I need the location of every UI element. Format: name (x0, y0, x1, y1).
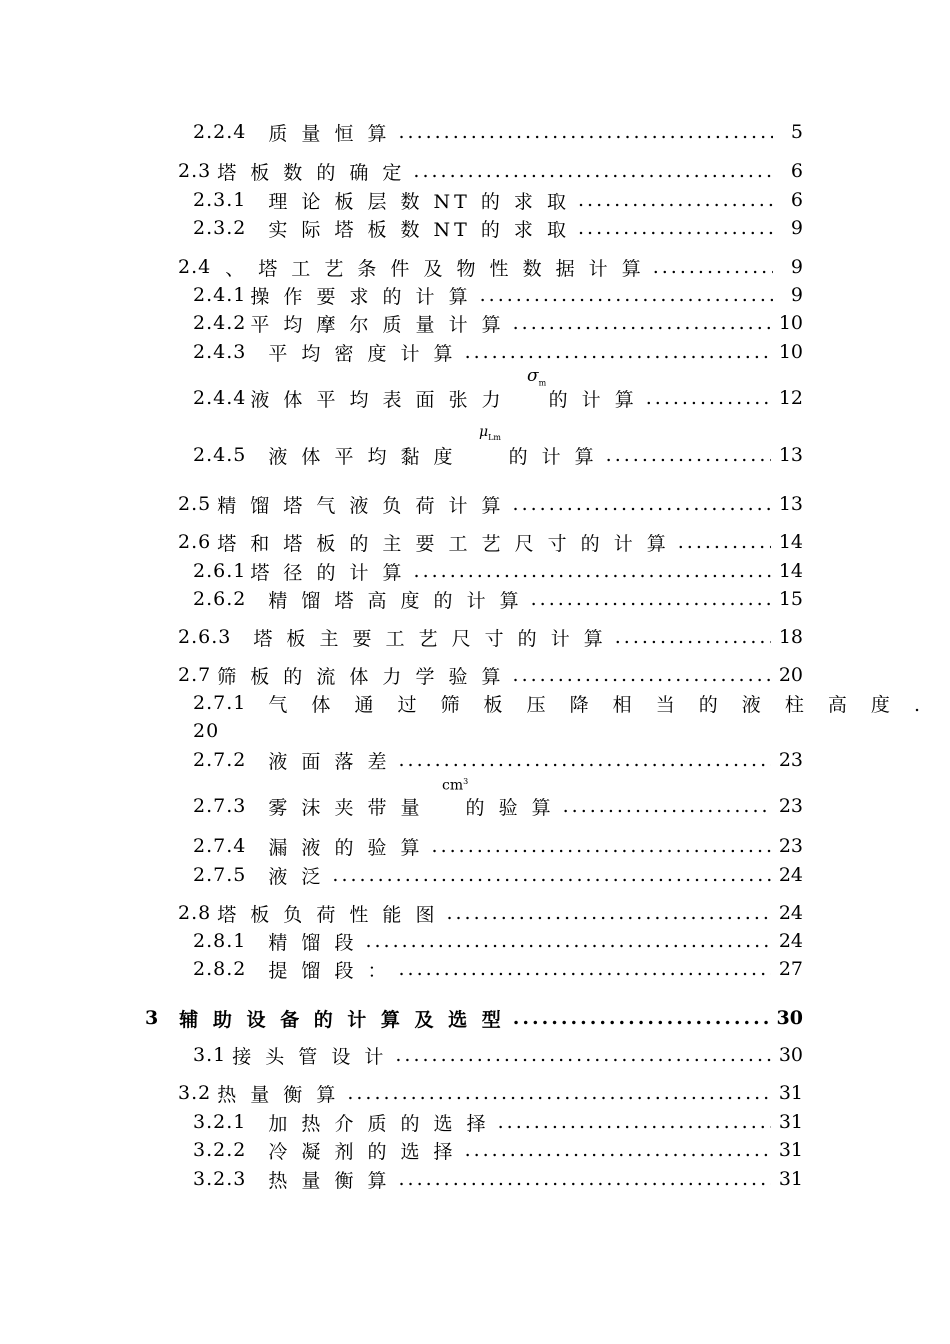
toc-leader-dots (332, 864, 770, 886)
toc-entry-number: 2.3.1 (193, 189, 247, 211)
toc-entry[interactable] (193, 748, 803, 772)
toc-entry-title: 平 均 摩 尔 质 量 计 算 (250, 313, 505, 336)
toc-leader-dots (398, 958, 770, 980)
toc-entry[interactable] (193, 559, 803, 583)
toc-entry[interactable] (193, 1167, 803, 1191)
toc-entry-number: 2.4 (178, 256, 212, 278)
toc-page-number: 20 (193, 720, 220, 742)
toc-entry-title: 气 体 通 过 筛 板 压 降 相 当 的 液 柱 高 度 . (268, 693, 929, 716)
toc-entry-title: 塔 板 数 的 确 定 (217, 161, 406, 184)
toc-page-number: 23 (778, 749, 803, 771)
toc-page-number: 14 (778, 531, 803, 553)
toc-entry[interactable] (193, 1043, 803, 1067)
toc-chapter-entry[interactable] (145, 1006, 803, 1030)
toc-page-number: 30 (778, 1044, 803, 1066)
toc-leader-dots (606, 444, 771, 466)
toc-entry-number: 2.4.3 (193, 341, 247, 363)
toc-entry-title: 漏 液 的 验 算 (268, 836, 424, 859)
toc-entry[interactable] (193, 443, 803, 467)
toc-page-number: 31 (778, 1139, 803, 1161)
toc-entry-title: 精 馏 塔 气 液 负 荷 计 算 (217, 494, 505, 517)
toc-entry[interactable] (178, 663, 803, 687)
toc-entry-title: 平 均 密 度 计 算 (268, 342, 457, 365)
toc-leader-dots (413, 160, 773, 182)
toc-leader-dots (646, 387, 771, 409)
toc-page-number: 20 (778, 664, 803, 686)
toc-page-number: 24 (778, 864, 803, 886)
toc-leader-dots (465, 1139, 771, 1161)
toc-entry-title: 理 论 板 层 数 NT 的 求 取 (268, 190, 570, 213)
toc-entry[interactable] (193, 283, 803, 307)
toc-entry[interactable] (193, 957, 803, 981)
toc-leader-dots (446, 902, 770, 924)
toc-leader-dots (678, 531, 771, 553)
toc-leader-dots (513, 664, 771, 686)
toc-page-number: 9 (790, 284, 803, 306)
toc-page-number: 9 (790, 256, 803, 278)
toc-page-number: 10 (778, 341, 803, 363)
toc-entry-title: 实 际 塔 板 数 NT 的 求 取 (268, 218, 570, 241)
toc-entry-number: 2.2.4 (193, 121, 247, 143)
sigma-symbol: $\sigma_m$ (527, 366, 547, 388)
toc-page-number: 31 (778, 1111, 803, 1133)
toc-entry[interactable] (193, 386, 803, 410)
toc-leader-dots (513, 1007, 769, 1029)
toc-entry-number: 2.6 (178, 531, 212, 553)
toc-leader-dots (653, 256, 773, 278)
toc-entry-title: 精 馏 段 (268, 931, 358, 954)
toc-entry[interactable] (193, 1138, 803, 1162)
toc-leader-dots (365, 930, 770, 952)
toc-page-number: 18 (778, 626, 803, 648)
toc-leader-dots (578, 189, 773, 211)
toc-entry-number: 2.7.1 (193, 692, 247, 714)
toc-entry[interactable] (178, 159, 803, 183)
toc-page-number: 14 (778, 560, 803, 582)
toc-leader-dots (465, 341, 771, 363)
toc-leader-dots (398, 749, 770, 771)
toc-entry-number: 2.8.1 (193, 930, 247, 952)
toc-entry[interactable] (178, 901, 803, 925)
toc-entry[interactable] (193, 1110, 803, 1134)
toc-page-number: 13 (778, 444, 803, 466)
toc-entry-title: 雾 沫 夹 带 量 (268, 796, 424, 819)
toc-entry[interactable] (178, 492, 803, 516)
toc-entry-title: 质 量 恒 算 (268, 122, 391, 145)
toc-entry-number: 2.5 (178, 493, 212, 515)
toc-leader-dots (414, 560, 771, 582)
toc-entry-title: 精 馏 塔 高 度 的 计 算 (268, 589, 523, 612)
toc-leader-dots (513, 493, 771, 515)
toc-entry-title: 热 量 衡 算 (268, 1169, 391, 1192)
toc-entry-number: 3.2.1 (193, 1111, 247, 1133)
toc-leader-dots (615, 626, 771, 648)
toc-entry[interactable] (193, 188, 803, 212)
toc-leader-dots (513, 312, 771, 334)
toc-entry-title: 塔 和 塔 板 的 主 要 工 艺 尺 寸 的 计 算 (217, 532, 670, 555)
toc-page-number: 12 (778, 387, 803, 409)
toc-entry-number: 2.8 (178, 902, 212, 924)
toc-entry[interactable] (178, 530, 803, 554)
toc-page-number: 9 (790, 217, 803, 239)
toc-entry-number: 2.7 (178, 664, 212, 686)
toc-entry-title: 塔 径 的 计 算 (250, 561, 406, 584)
toc-leader-dots (432, 835, 771, 857)
toc-entry[interactable] (193, 691, 929, 716)
toc-page-number: 31 (778, 1082, 803, 1104)
toc-entry[interactable] (193, 216, 803, 240)
toc-entry[interactable] (178, 625, 803, 649)
toc-page-number: 30 (776, 1007, 803, 1029)
toc-entry-title: 提 馏 段 ： (268, 959, 391, 982)
toc-entry-title: 加 热 介 质 的 选 择 (268, 1112, 490, 1135)
toc-leader-dots (498, 1111, 771, 1133)
toc-entry-title: 液 面 落 差 (268, 750, 391, 773)
toc-leader-dots (578, 217, 773, 239)
toc-entry-title: 液 体 平 均 黏 度 (268, 445, 457, 468)
toc-entry-title: 液 体 平 均 表 面 张 力 (250, 388, 505, 411)
toc-entry-title-suffix: 的 计 算 (548, 388, 638, 411)
toc-entry-number: 2.7.3 (193, 795, 247, 817)
toc-leader-dots (531, 588, 771, 610)
toc-page-number: 10 (778, 312, 803, 334)
toc-entry-number: 2.6.3 (178, 626, 232, 648)
toc-entry-number: 2.4.4 (193, 387, 247, 409)
toc-entry-number: 2.6.2 (193, 588, 247, 610)
toc-page-number: 6 (790, 189, 803, 211)
toc-leader-dots (563, 795, 771, 817)
toc-page-number: 27 (778, 958, 803, 980)
toc-page-number: 23 (778, 835, 803, 857)
toc-page-number: 5 (790, 121, 803, 143)
toc-leader-dots (480, 284, 773, 306)
toc-entry-title: 冷 凝 剂 的 选 择 (268, 1140, 457, 1163)
toc-entry-number: 2.4.2 (193, 312, 247, 334)
toc-entry-number: 2.7.2 (193, 749, 247, 771)
toc-entry-number: 3.2 (178, 1082, 212, 1104)
toc-entry-title-suffix: 的 计 算 (508, 445, 598, 468)
toc-entry-number: 2.8.2 (193, 958, 247, 980)
toc-entry[interactable] (193, 340, 803, 364)
toc-entry[interactable] (178, 255, 803, 279)
toc-entry-title-suffix: 的 验 算 (465, 796, 555, 819)
toc-entry-number: 2.7.5 (193, 864, 247, 886)
toc-entry[interactable] (193, 863, 803, 887)
toc-leader-dots (347, 1082, 770, 1104)
toc-entry-title: 操 作 要 求 的 计 算 (250, 285, 472, 308)
toc-entry-title: 筛 板 的 流 体 力 学 验 算 (217, 665, 505, 688)
toc-entry[interactable] (193, 929, 803, 953)
toc-page-number: 24 (778, 930, 803, 952)
toc-entry[interactable] (178, 1081, 803, 1105)
toc-entry-number: 2.6.1 (193, 560, 247, 582)
toc-entry-number: 3.2.3 (193, 1168, 247, 1190)
toc-entry-title: 、 塔 工 艺 条 件 及 物 性 数 据 计 算 (225, 257, 645, 280)
toc-leader-dots (395, 1044, 770, 1066)
toc-page-number: 15 (778, 588, 803, 610)
toc-entry-title: 液 泛 (268, 865, 325, 888)
toc-entry-number: 2.3 (178, 160, 212, 182)
cm3-symbol: $cm^3$ (442, 777, 469, 794)
toc-entry-number: 2.3.2 (193, 217, 247, 239)
toc-entry-title: 辅 助 设 备 的 计 算 及 选 型 (179, 1008, 505, 1031)
toc-entry-title: 塔 板 负 荷 性 能 图 (217, 903, 439, 926)
toc-entry-title: 塔 板 主 要 工 艺 尺 寸 的 计 算 (253, 627, 607, 650)
toc-entry-title: 热 量 衡 算 (217, 1083, 340, 1106)
toc-page-number: 23 (778, 795, 803, 817)
toc-leader-dots (398, 1168, 770, 1190)
toc-entry-number: 3 (145, 1007, 160, 1029)
toc-entry[interactable] (193, 120, 803, 144)
toc-page-number: 13 (778, 493, 803, 515)
toc-entry[interactable] (193, 587, 803, 611)
toc-entry[interactable] (193, 794, 803, 818)
toc-entry-number: 2.7.4 (193, 835, 247, 857)
toc-entry[interactable] (193, 311, 803, 335)
mu-symbol: $\mu_{Lm}$ (479, 424, 502, 442)
toc-entry[interactable] (193, 834, 803, 858)
toc-page-number: 6 (790, 160, 803, 182)
toc-entry-number: 2.4.5 (193, 444, 247, 466)
toc-page-number: 31 (778, 1168, 803, 1190)
toc-leader-dots (398, 121, 773, 143)
toc-entry-number: 3.2.2 (193, 1139, 247, 1161)
toc-entry-number: 2.4.1 (193, 284, 247, 306)
toc-entry-title: 接 头 管 设 计 (232, 1045, 388, 1068)
toc-page-number: 24 (778, 902, 803, 924)
toc-entry-number: 3.1 (193, 1044, 227, 1066)
